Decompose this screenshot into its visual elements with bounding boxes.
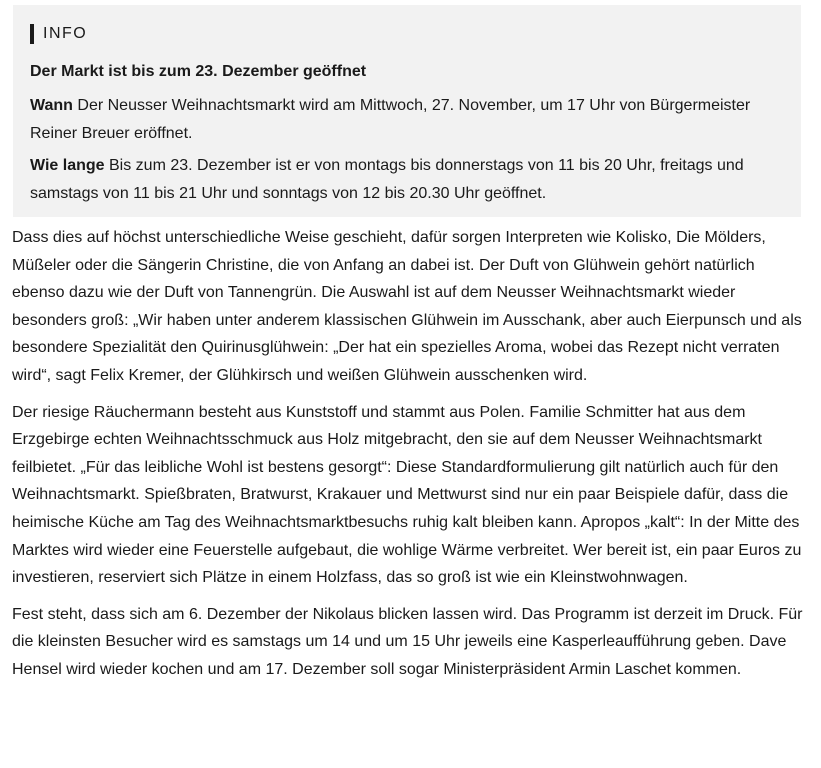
info-heading: Der Markt ist bis zum 23. Dezember geöffnet — [30, 63, 367, 80]
info-item-how-long — [30, 152, 784, 207]
article-body — [12, 224, 807, 693]
article-paragraph: Dass dies auf höchst unterschiedliche Weise geschieht, dafür sorgen Interpreten wie Kolisko, Die Mölders, Müßeler oder die Sängerin Christine, die von Anfang an dabei ist. Der Duft von Glühwein gehört natürlich ebenso dazu wie der Duft von Tannengrün. Die Auswahl ist auf dem Neusser Weihnachtsmarkt wieder besonders groß: „Wir haben unter anderem klassischen Glühwein im Ausschank, aber auch Eierpunsch und als besondere Spezialität den Quirinusglühwein: „Der hat ein spezielles Aroma, wobei das Rezept nicht verraten wird“, sagt Felix Kremer, der Glühkirsch und weißen Glühwein ausschenken wird. — [12, 229, 802, 384]
info-box — [13, 5, 801, 217]
info-item-lead: Wann — [30, 97, 73, 114]
info-accent-bar — [30, 24, 34, 44]
info-item-text: Der Neusser Weihnachtsmarkt wird am Mittwoch, 27. November, um 17 Uhr von Bürgermeister Reiner Breuer eröffnet. — [30, 97, 751, 142]
article-paragraph: Der riesige Räuchermann besteht aus Kunststoff und stammt aus Polen. Familie Schmitter hat aus dem Erzgebirge echten Weihnachtsschmuck aus Holz mitgebracht, den sie auf dem Neusser Weihnachtsmarkt feilbietet. „Für das leibliche Wohl ist bestens gesorgt“: Diese Standardformulierung gilt natürlich auch für den Weihnachtsmarkt. Spießbraten, Bratwurst, Krakauer und Mettwurst sind nur ein paar Beispiele dafür, dass die heimische Küche am Tag des Weihnachtsmarktbesuchs ruhig kalt bleiben kann. Apropos „kalt“: In der Mitte des Marktes wird wieder eine Feuerstelle aufgebaut, die wohlige Wärme verbreitet. Wer bereit ist, ein paar Euros zu investieren, reserviert sich Plätze in einem Holzfass, das so groß ist wie ein Kleinstwohnwagen. — [12, 403, 802, 587]
info-item-when — [30, 92, 784, 147]
info-label: INFO — [43, 25, 88, 42]
article-paragraph: Fest steht, dass sich am 6. Dezember der Nikolaus blicken lassen wird. Das Programm ist derzeit im Druck. Für die kleinsten Besucher wird es samstags um 14 und um 15 Uhr jeweils eine Kasperleaufführung geben. Dave Hensel wird wieder kochen und am 17. Dezember soll sogar Ministerpräsident Armin Laschet kommen. — [12, 605, 803, 678]
info-item-lead: Wie lange — [30, 157, 105, 174]
info-item-text: Bis zum 23. Dezember ist er von montags bis donnerstags von 11 bis 20 Uhr, freitags und samstags von 11 bis 21 Uhr und sonntags von 12 bis 20.30 Uhr geöffnet. — [30, 157, 744, 202]
info-label-row — [30, 23, 784, 45]
